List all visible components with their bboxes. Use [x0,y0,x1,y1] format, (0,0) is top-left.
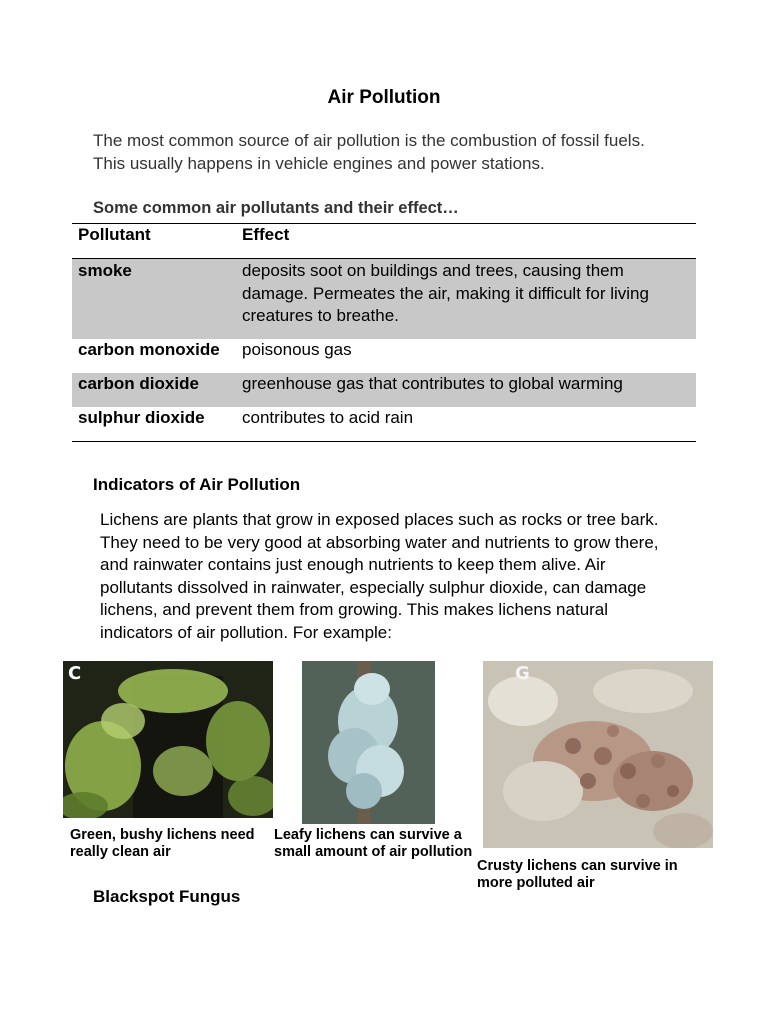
bushy-lichen-image [63,661,273,818]
leafy-lichen-caption: Leafy lichens can survive a small amount of air pollution [274,827,473,860]
header-effect: Effect [236,224,696,259]
effect-cell: deposits soot on buildings and trees, causing them damage. Permeates the air, making it difficult for living creatures to breathe. [236,259,696,340]
leafy-lichen-image [302,661,435,824]
image-letter-g: G [515,663,530,684]
blackspot-heading: Blackspot Fungus [93,887,241,906]
image-letter-c: C [68,663,82,684]
page-title: Air Pollution [327,87,441,108]
table-row [72,259,696,340]
effect-cell: contributes to acid rain [242,408,414,427]
table-header-row [72,224,696,259]
lichens-paragraph: Lichens are plants that grow in exposed places such as rocks or tree bark. They need to be very good at absorbing water and nutrients to grow there, and rainwater contains just enough nutrients to keep them alive. Air pollutants dissolved in rainwater, especially sulphur dioxide, can damage lichens, and prevent them from growing. This makes lichens natural indicators of air pollution. For example: [100,510,659,642]
pollutant-cell: carbon dioxide [72,373,236,407]
crusty-lichen-caption: Crusty lichens can survive in more polluted air [477,858,678,891]
effect-cell: greenhouse gas that contributes to global warming [236,373,696,407]
intro-paragraph: The most common source of air pollution is the combustion of fossil fuels. This usually happens in vehicle engines and power stations. [93,131,645,173]
bushy-lichen-caption: Green, bushy lichens need really clean air [70,827,255,860]
table-heading: Some common air pollutants and their effect… [93,199,459,217]
pollutant-cell: sulphur dioxide [78,408,205,427]
pollutant-cell: carbon monoxide [78,340,220,359]
effect-cell: poisonous gas [242,340,352,359]
pollutants-table [72,223,696,442]
crusty-lichen-illustration [483,661,713,848]
crusty-lichen-image [483,661,713,848]
bushy-lichen-illustration [63,661,273,818]
table-row [72,407,696,442]
leafy-lichen-illustration [302,661,435,824]
table-row [72,373,696,407]
table-row [72,339,696,373]
pollutant-cell: smoke [72,259,236,340]
header-pollutant: Pollutant [72,224,236,259]
indicators-heading: Indicators of Air Pollution [93,475,301,494]
